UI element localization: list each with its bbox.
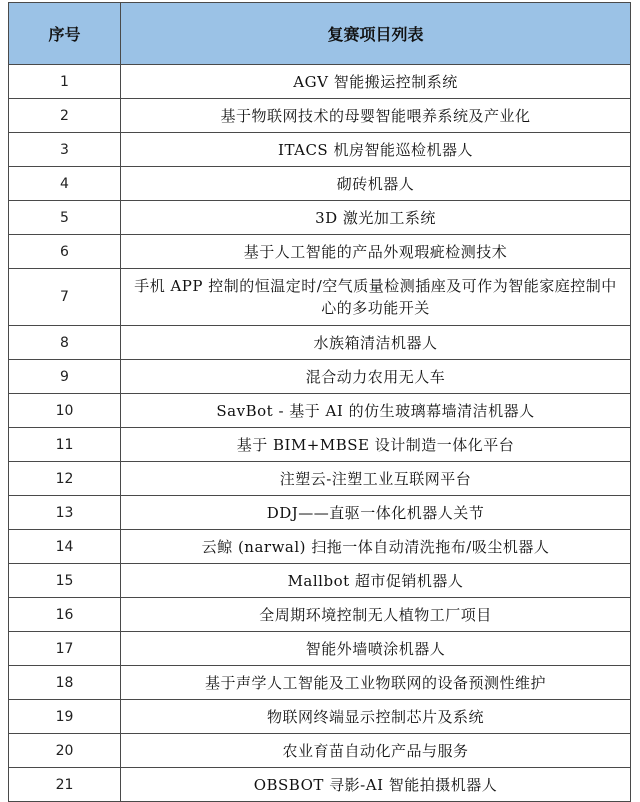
project-name: 注塑云-注塑工业互联网平台 xyxy=(121,462,631,496)
project-name: AGV 智能搬运控制系统 xyxy=(121,65,631,99)
table-row xyxy=(9,700,631,734)
table-row xyxy=(9,632,631,666)
row-number: 4 xyxy=(9,167,121,201)
table-row xyxy=(9,235,631,269)
table-body xyxy=(9,65,631,802)
document-page xyxy=(8,2,630,802)
table-row xyxy=(9,201,631,235)
header-project-list: 复赛项目列表 xyxy=(121,3,631,65)
project-name: 全周期环境控制无人植物工厂项目 xyxy=(121,598,631,632)
row-number: 14 xyxy=(9,530,121,564)
row-number: 17 xyxy=(9,632,121,666)
row-number: 10 xyxy=(9,394,121,428)
table-row xyxy=(9,666,631,700)
project-name: 云鲸 (narwal) 扫拖一体自动清洗拖布/吸尘机器人 xyxy=(121,530,631,564)
table-row xyxy=(9,360,631,394)
row-number: 21 xyxy=(9,768,121,802)
row-number: 9 xyxy=(9,360,121,394)
row-number: 5 xyxy=(9,201,121,235)
table-row xyxy=(9,99,631,133)
project-name: 基于人工智能的产品外观瑕疵检测技术 xyxy=(121,235,631,269)
table-row xyxy=(9,598,631,632)
row-number: 19 xyxy=(9,700,121,734)
table-row xyxy=(9,768,631,802)
table-row xyxy=(9,326,631,360)
table-row xyxy=(9,734,631,768)
project-name: ITACS 机房智能巡检机器人 xyxy=(121,133,631,167)
project-name: 基于声学人工智能及工业物联网的设备预测性维护 xyxy=(121,666,631,700)
row-number: 13 xyxy=(9,496,121,530)
table-row xyxy=(9,269,631,326)
row-number: 11 xyxy=(9,428,121,462)
project-name: 3D 激光加工系统 xyxy=(121,201,631,235)
header-number: 序号 xyxy=(9,3,121,65)
row-number: 12 xyxy=(9,462,121,496)
project-name: 水族箱清洁机器人 xyxy=(121,326,631,360)
table-row xyxy=(9,530,631,564)
project-name: 物联网终端显示控制芯片及系统 xyxy=(121,700,631,734)
row-number: 3 xyxy=(9,133,121,167)
table-row xyxy=(9,564,631,598)
project-list-table xyxy=(8,2,631,802)
project-name: DDJ——直驱一体化机器人关节 xyxy=(121,496,631,530)
table-row xyxy=(9,496,631,530)
project-name: OBSBOT 寻影-AI 智能拍摄机器人 xyxy=(121,768,631,802)
header-row xyxy=(9,3,631,65)
row-number: 20 xyxy=(9,734,121,768)
project-name: 智能外墙喷涂机器人 xyxy=(121,632,631,666)
table-header xyxy=(9,3,631,65)
project-name: 混合动力农用无人车 xyxy=(121,360,631,394)
table-row xyxy=(9,65,631,99)
row-number: 6 xyxy=(9,235,121,269)
row-number: 15 xyxy=(9,564,121,598)
table-row xyxy=(9,394,631,428)
project-name: 砌砖机器人 xyxy=(121,167,631,201)
project-name: 农业育苗自动化产品与服务 xyxy=(121,734,631,768)
row-number: 7 xyxy=(9,269,121,326)
row-number: 1 xyxy=(9,65,121,99)
table-row xyxy=(9,428,631,462)
project-name: 基于物联网技术的母婴智能喂养系统及产业化 xyxy=(121,99,631,133)
table-row xyxy=(9,133,631,167)
row-number: 18 xyxy=(9,666,121,700)
project-name: 手机 APP 控制的恒温定时/空气质量检测插座及可作为智能家庭控制中心的多功能开关 xyxy=(121,269,631,326)
project-name: 基于 BIM+MBSE 设计制造一体化平台 xyxy=(121,428,631,462)
project-name: Mallbot 超市促销机器人 xyxy=(121,564,631,598)
row-number: 2 xyxy=(9,99,121,133)
table-row xyxy=(9,462,631,496)
row-number: 8 xyxy=(9,326,121,360)
project-name: SavBot - 基于 AI 的仿生玻璃幕墙清洁机器人 xyxy=(121,394,631,428)
row-number: 16 xyxy=(9,598,121,632)
table-row xyxy=(9,167,631,201)
